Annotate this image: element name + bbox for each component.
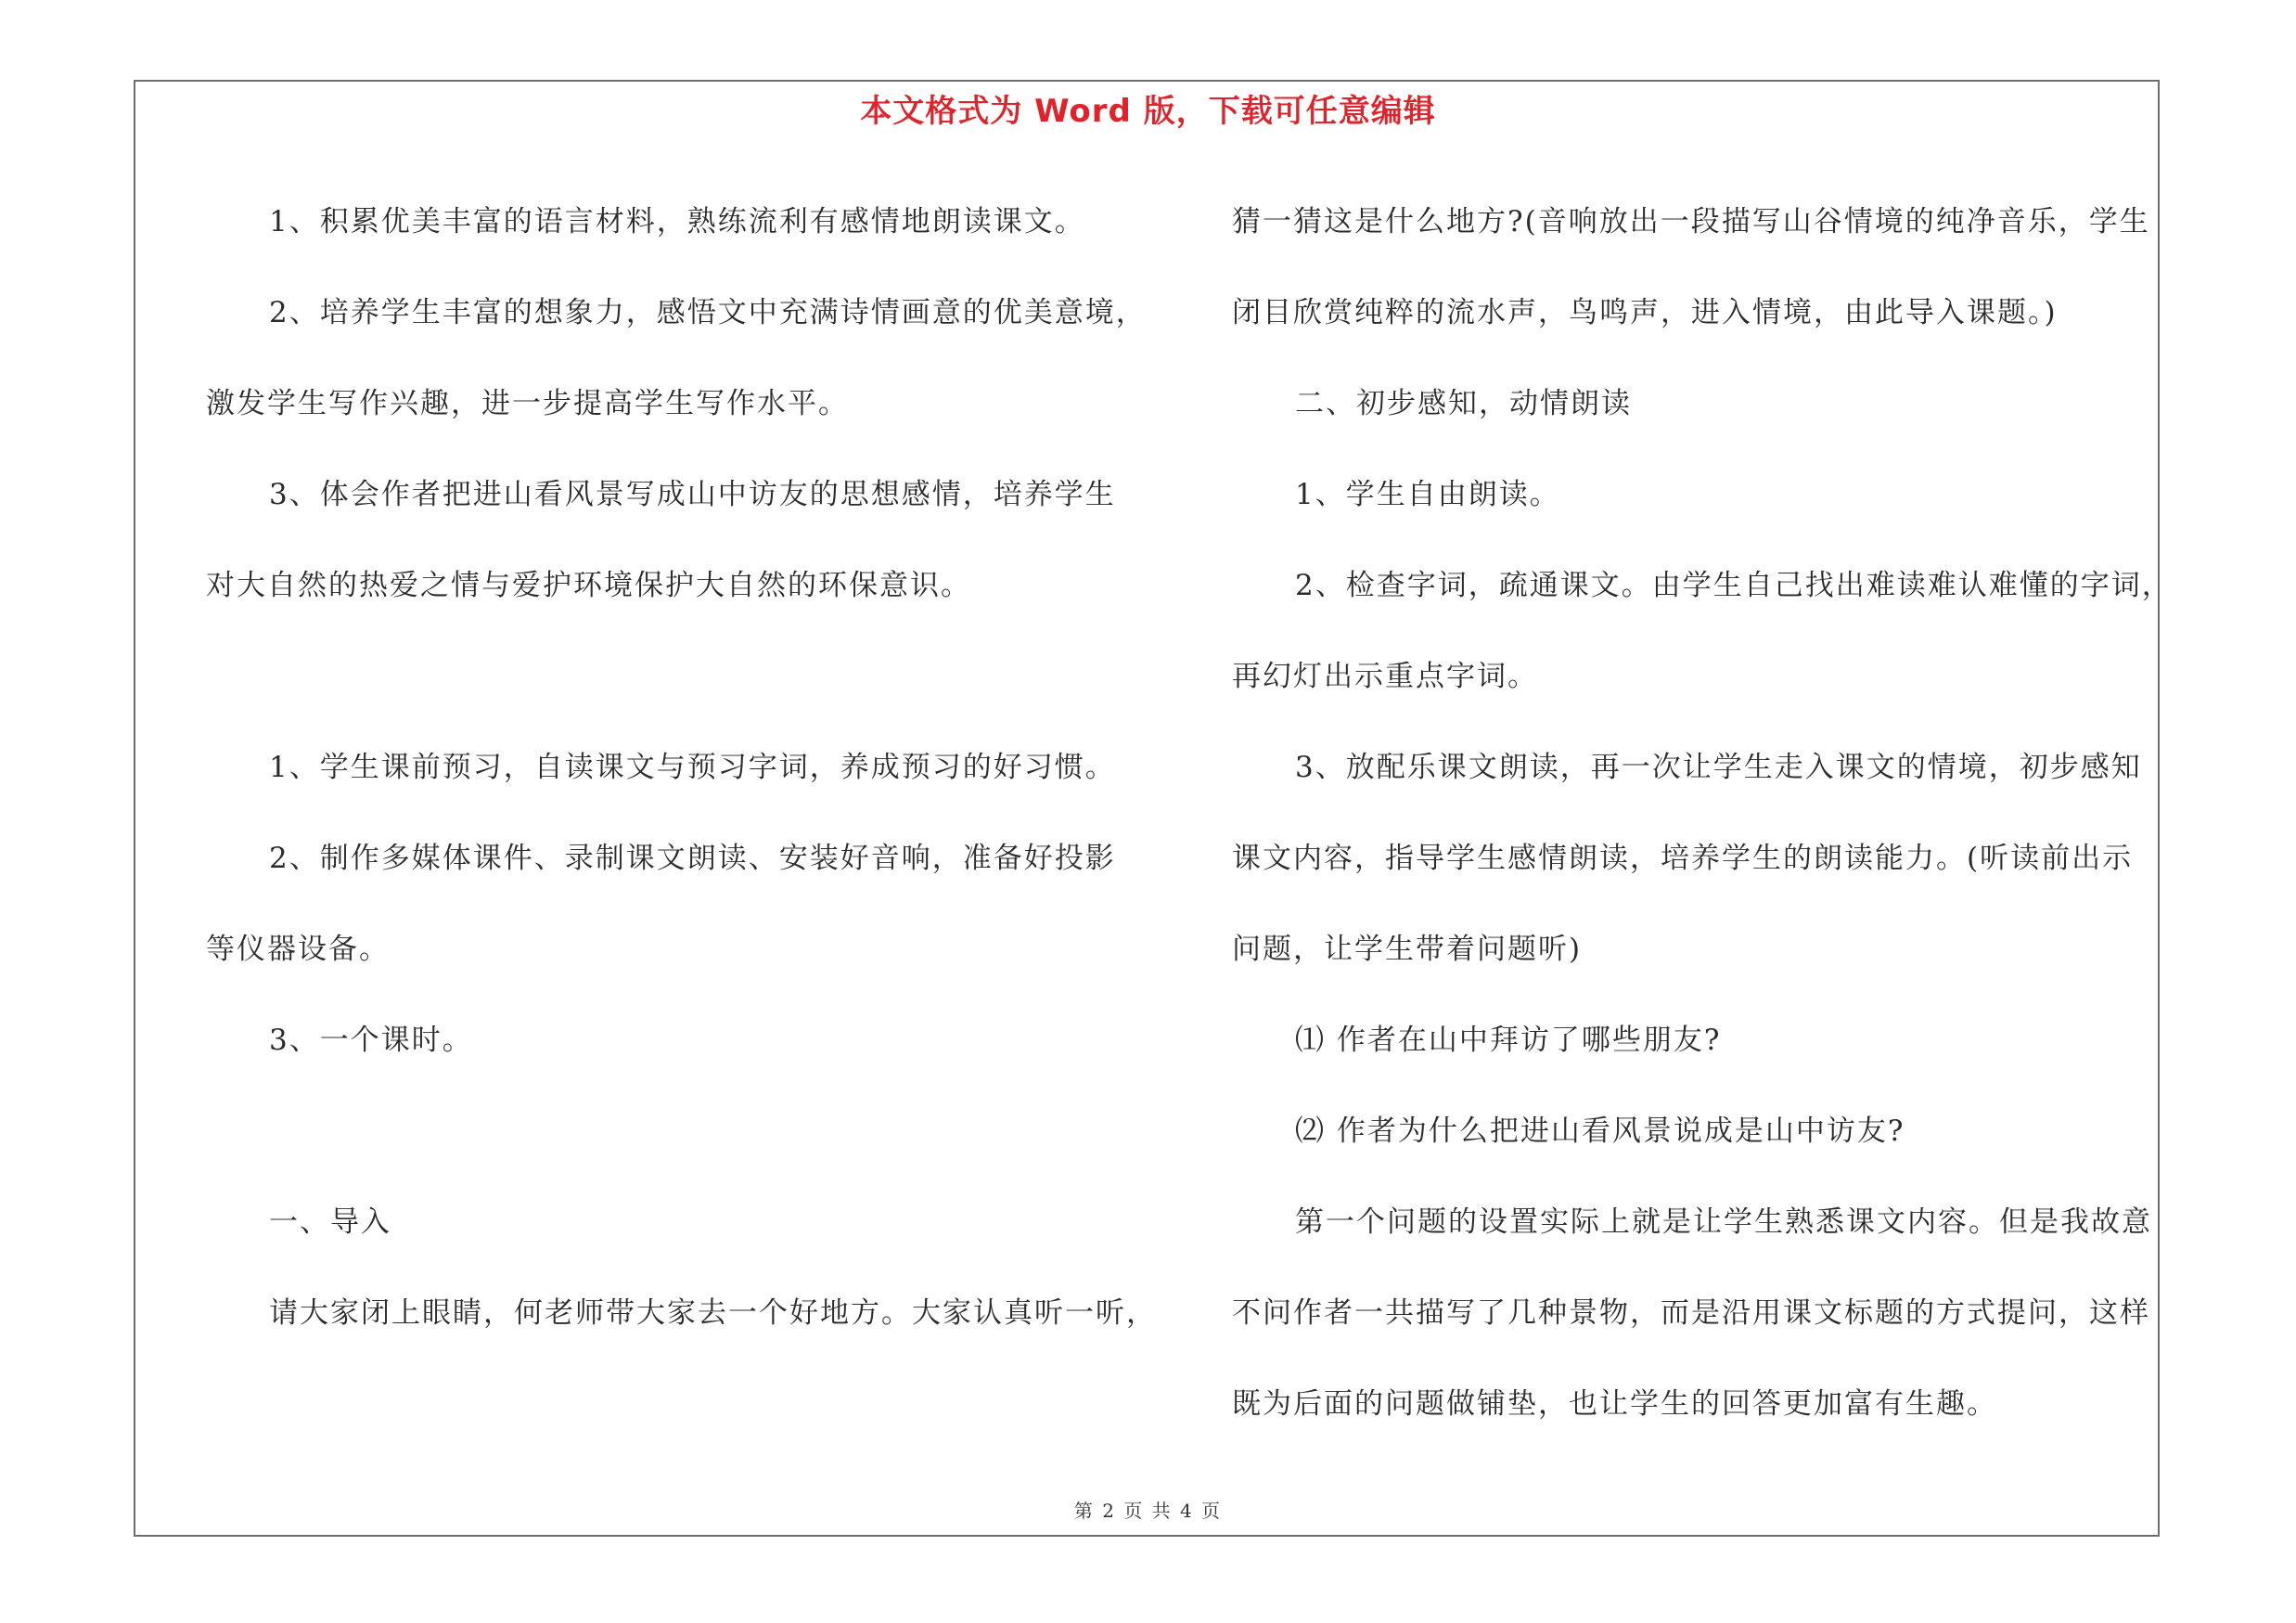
left-text-column: [206, 176, 1161, 1359]
paragraph-line: 1、学生自由朗读。: [1295, 478, 1560, 511]
page-number-footer: 第 2 页 共 4 页: [1073, 1500, 1223, 1522]
paragraph-line: 2、培养学生丰富的想象力，感悟文中充满诗情画意的优美意境，: [269, 296, 1147, 329]
paragraph-line: 问题，让学生带着问题听): [1232, 933, 1583, 966]
paragraph-line: 对大自然的热爱之情与爱护环境保护大自然的环保意识。: [206, 569, 971, 602]
paragraph-line: 第一个问题的设置实际上就是让学生熟悉课文内容。但是我故意: [1295, 1205, 2152, 1239]
paragraph-line: 闭目欣赏纯粹的流水声，鸟鸣声，进入情境，由此导入课题。): [1232, 296, 2058, 329]
right-text-column: [1232, 176, 2173, 1449]
paragraph-line: 激发学生写作兴趣，进一步提高学生写作水平。: [206, 387, 849, 420]
blank-line: [206, 1086, 1161, 1177]
paragraph-line: 再幻灯出示重点字词。: [1232, 660, 1538, 693]
paragraph-line: 既为后面的问题做铺垫，也让学生的回答更加富有生趣。: [1232, 1387, 1997, 1421]
question-item: ⑴ 作者在山中拜访了哪些朋友?: [1295, 1024, 1722, 1057]
section-heading: 二、初步感知，动情朗读: [1295, 387, 1632, 420]
question-item: ⑵ 作者为什么把进山看风景说成是山中访友?: [1295, 1114, 1905, 1148]
paragraph-line: 1、学生课前预习，自读课文与预习字词，养成预习的好习惯。: [269, 751, 1116, 784]
paragraph-line: 2、检查字词，疏通课文。由学生自己找出难读难认难懂的字词，: [1295, 569, 2173, 602]
paragraph-line: 不问作者一共描写了几种景物，而是沿用课文标题的方式提问，这样: [1232, 1296, 2150, 1330]
paragraph-line: 请大家闭上眼睛，何老师带大家去一个好地方。大家认真听一听，: [269, 1296, 1157, 1330]
paragraph-line: 2、制作多媒体课件、录制课文朗读、安装好音响，准备好投影: [269, 842, 1116, 875]
format-notice-banner: 本文格式为 Word 版，下载可任意编辑: [860, 93, 1436, 130]
section-heading: 一、导入: [269, 1205, 391, 1239]
paragraph-line: 1、积累优美丰富的语言材料，熟练流利有感情地朗读课文。: [269, 205, 1085, 238]
paragraph-line: 课文内容，指导学生感情朗读，培养学生的朗读能力。(听读前出示: [1232, 842, 2134, 875]
paragraph-line: 3、放配乐课文朗读，再一次让学生走入课文的情境，初步感知: [1295, 751, 2142, 784]
blank-line: [206, 631, 1161, 722]
paragraph-line: 等仪器设备。: [206, 933, 390, 966]
paragraph-line: 3、体会作者把进山看风景写成山中访友的思想感情，培养学生: [269, 478, 1116, 511]
paragraph-line: 3、一个课时。: [269, 1024, 473, 1057]
paragraph-line: 猜一猜这是什么地方?(音响放出一段描写山谷情境的纯净音乐，学生: [1232, 205, 2150, 238]
